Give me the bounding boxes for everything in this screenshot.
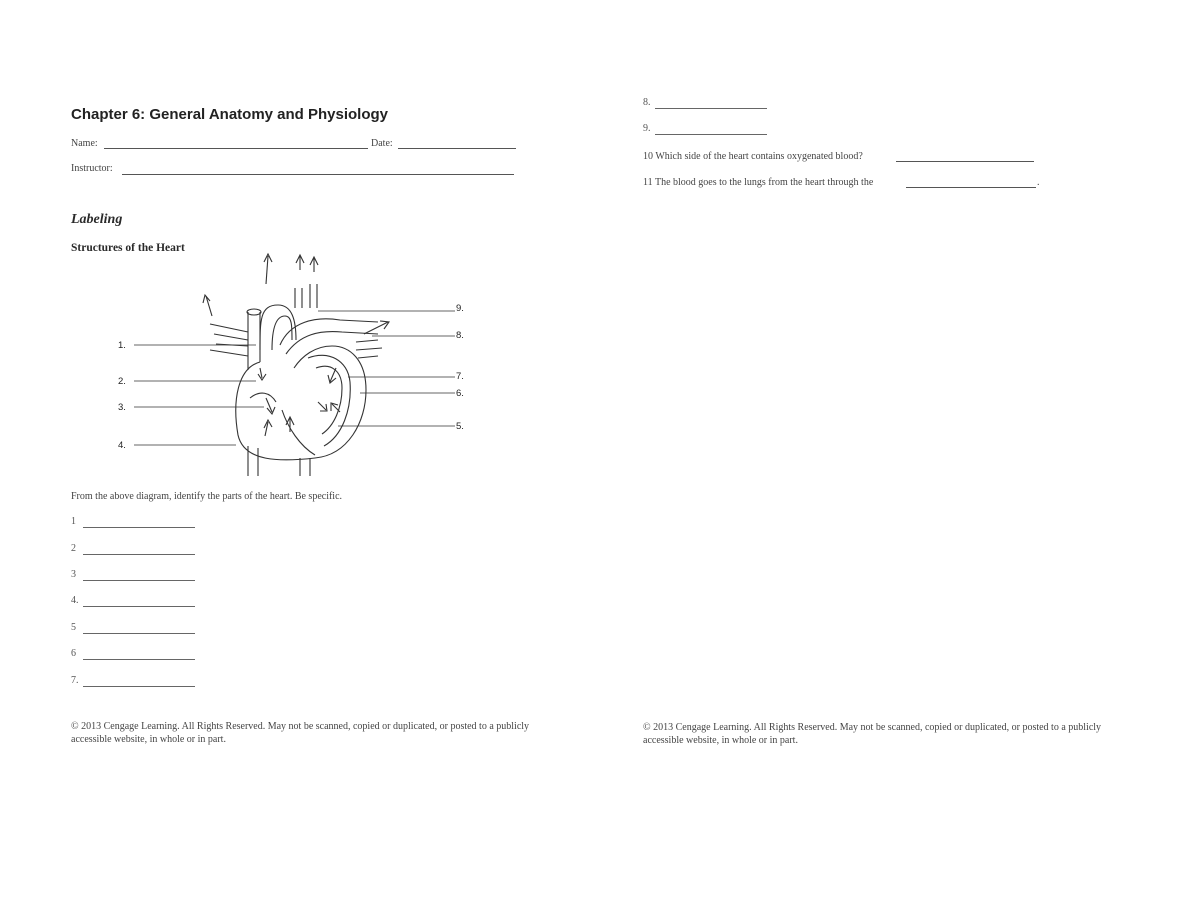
instructor-field[interactable] bbox=[122, 174, 514, 175]
question-number: 10 bbox=[643, 151, 653, 162]
diagram-label-4: 4. bbox=[118, 440, 126, 451]
footer-left: © 2013 Cengage Learning. All Rights Reserved. May not be scanned, copied or duplicated, or posted to a publicly accessible website, in whole or in part. bbox=[71, 721, 530, 745]
question-number: 11 bbox=[643, 177, 653, 188]
section-heading: Labeling bbox=[71, 212, 123, 227]
diagram-label-8: 8. bbox=[456, 330, 464, 341]
answer-number: 9. bbox=[643, 123, 651, 134]
instructor-label: Instructor: bbox=[71, 163, 113, 174]
heart-diagram bbox=[110, 250, 480, 482]
diagram-label-7: 7. bbox=[456, 371, 464, 382]
question-10-blank[interactable] bbox=[896, 161, 1034, 162]
answer-blank-1[interactable] bbox=[83, 527, 195, 528]
answer-blank-2[interactable] bbox=[83, 554, 195, 555]
name-field[interactable] bbox=[104, 148, 368, 149]
answer-number: 2 bbox=[71, 543, 76, 554]
diagram-label-2: 2. bbox=[118, 376, 126, 387]
date-field[interactable] bbox=[398, 148, 516, 149]
answer-number: 7. bbox=[71, 675, 79, 686]
answer-blank-5[interactable] bbox=[83, 633, 195, 634]
answer-blank-4[interactable] bbox=[83, 606, 195, 607]
question-11-blank[interactable] bbox=[906, 187, 1036, 188]
name-label: Name: bbox=[71, 138, 98, 149]
instructions-text: From the above diagram, identify the parts of the heart. Be specific. bbox=[71, 491, 343, 502]
diagram-label-6: 6. bbox=[456, 388, 464, 399]
answer-number: 8. bbox=[643, 97, 651, 108]
question-11-end: . bbox=[1037, 177, 1040, 188]
footer-right: © 2013 Cengage Learning. All Rights Reserved. May not be scanned, copied or duplicated, or posted to a publicly accessible website, in whole or in part. bbox=[643, 722, 1102, 746]
date-label: Date: bbox=[371, 138, 393, 149]
answer-number: 1 bbox=[71, 516, 76, 527]
question-10 bbox=[643, 151, 863, 162]
diagram-label-5: 5. bbox=[456, 421, 464, 432]
section-subheading: Structures of the Heart bbox=[71, 242, 185, 254]
answer-blank-7[interactable] bbox=[83, 686, 195, 687]
answer-number: 3 bbox=[71, 569, 76, 580]
answer-number: 6 bbox=[71, 648, 76, 659]
answer-number: 5 bbox=[71, 622, 76, 633]
diagram-label-1: 1. bbox=[118, 340, 126, 351]
diagram-label-3: 3. bbox=[118, 402, 126, 413]
answer-blank-6[interactable] bbox=[83, 659, 195, 660]
question-text: Which side of the heart contains oxygenated blood? bbox=[655, 151, 863, 162]
answer-blank-3[interactable] bbox=[83, 580, 195, 581]
answer-number: 4. bbox=[71, 595, 79, 606]
question-text: The blood goes to the lungs from the heart through the bbox=[654, 177, 874, 188]
answer-blank-8[interactable] bbox=[655, 108, 767, 109]
question-11 bbox=[643, 177, 873, 188]
diagram-label-9: 9. bbox=[456, 303, 464, 314]
answer-blank-9[interactable] bbox=[655, 134, 767, 135]
page-title: Chapter 6: General Anatomy and Physiology bbox=[71, 106, 389, 123]
